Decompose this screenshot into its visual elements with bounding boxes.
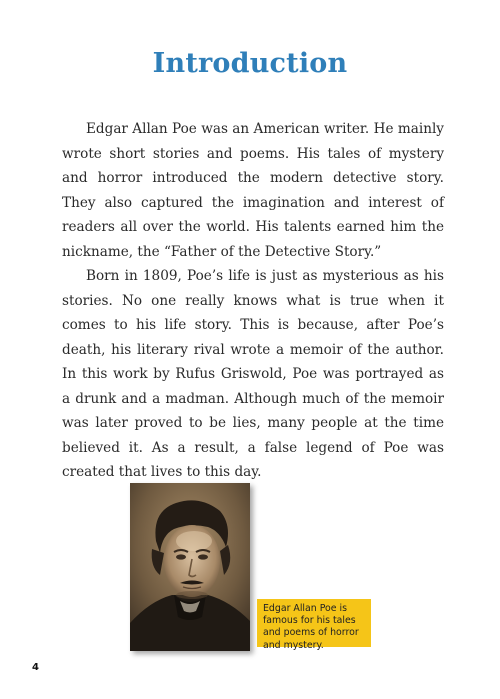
portrait-photo	[130, 483, 250, 651]
paragraph-1: Edgar Allan Poe was an American writer. He mainly wrote short stories and poems. His tales of mystery and horror introduced the modern detective story. They also captured the imagination and interest of readers all over the world. His talents earned him the nickname, the “Father of the Detective Story.”	[62, 121, 444, 260]
photo-caption: Edgar Allan Poe is famous for his tales and poems of horror and mystery.	[257, 599, 371, 647]
page-title: Introduction	[152, 48, 348, 79]
page-number: 4	[32, 662, 39, 673]
paragraph-2: Born in 1809, Poe’s life is just as mysterious as his stories. No one really knows what is true when it comes to his life story. This is because, after Poe’s death, his literary rival wrote a memoir of the author. In this work by Rufus Griswold, Poe was portrayed as a drunk and a madman. Although much of the memoir was later proved to be lies, many people at the time believed it. As a result, a false legend of Poe was created that lives to this day.	[62, 268, 444, 480]
body-text	[62, 117, 444, 485]
